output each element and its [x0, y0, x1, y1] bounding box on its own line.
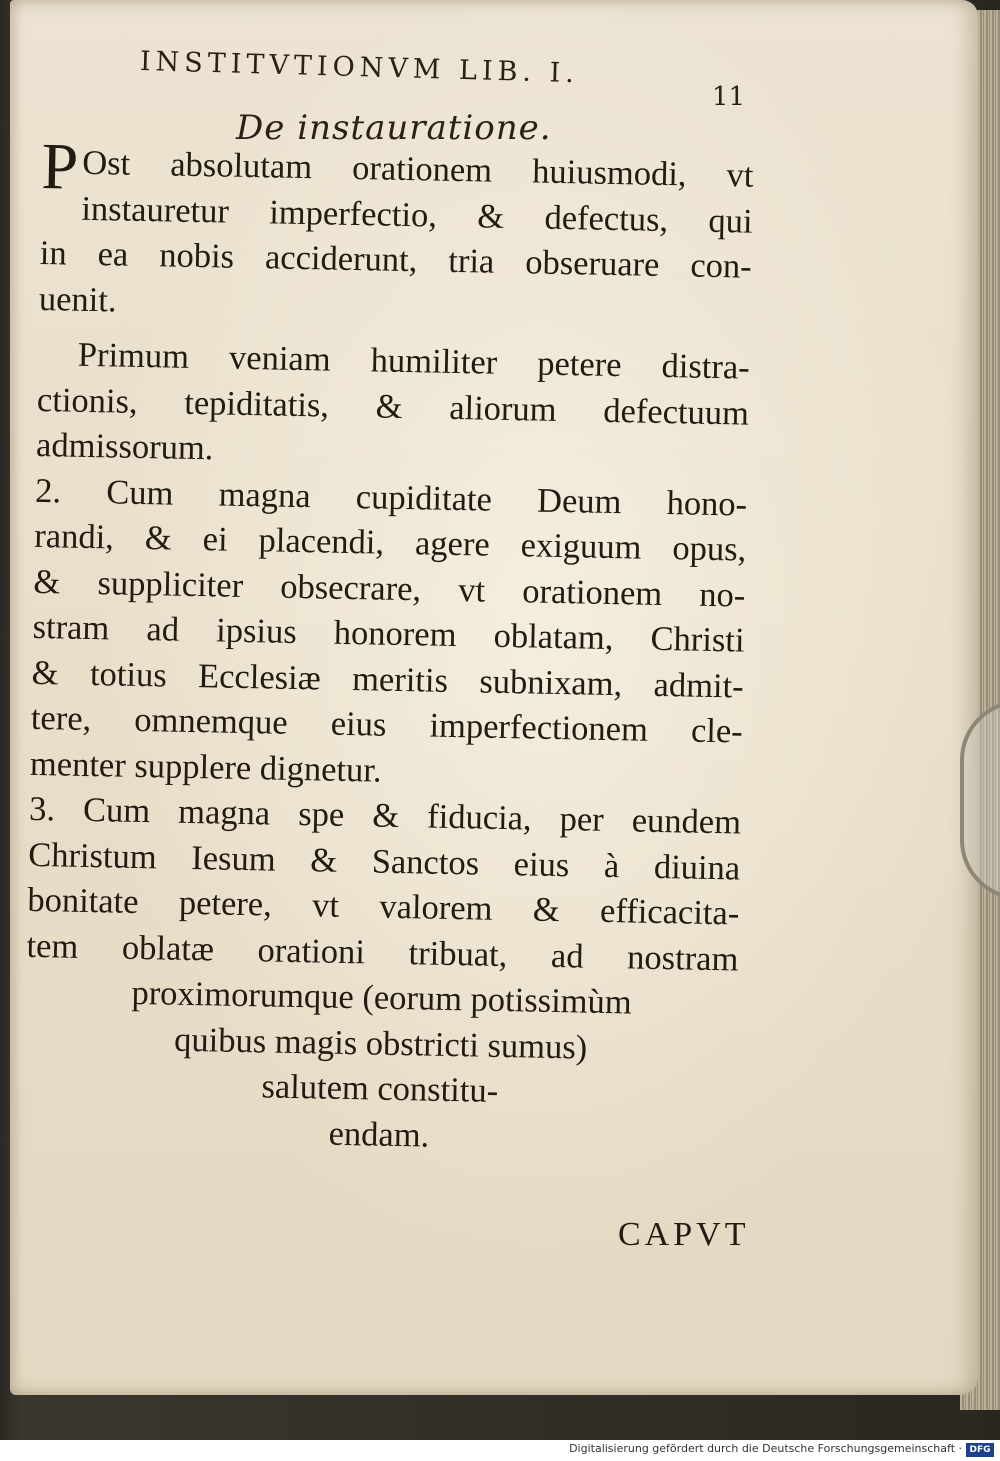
- text-line: salutem constitu-: [261, 1067, 499, 1110]
- paragraph-4: [26, 787, 741, 983]
- text-line: 3. Cum magna spe & fiducia, per eundem: [28, 789, 742, 842]
- text-line: stram ad ipsius honorem oblatam, Christi: [32, 607, 745, 660]
- text-line: ctionis, tepiditatis, & aliorum defectuum: [36, 380, 750, 433]
- page-number: 11: [712, 82, 746, 112]
- text-line: Christum Iesum & Sanctos eius à diuina: [27, 835, 741, 888]
- catchword: CAPVT: [618, 1216, 750, 1253]
- book-page: [10, 0, 978, 1395]
- text-line: menter supplere dignetur.: [29, 744, 382, 790]
- running-title: INSTITVTIONVM LIB. I.: [139, 46, 580, 90]
- text-line: endam.: [328, 1114, 430, 1155]
- text-line: randi, & ei placendi, agere exiguum opus,: [34, 516, 747, 569]
- text-line: tem oblatæ orationi tribuat, ad nostram: [26, 926, 739, 979]
- paragraph-2: [36, 332, 750, 482]
- text-line: uenit.: [38, 279, 117, 319]
- text-line: Ost absolutam orationem huiusmodi, vt: [81, 143, 754, 195]
- dfg-logo: DFG: [966, 1443, 994, 1457]
- text-line: quibus magis obstricti sumus): [173, 1020, 588, 1067]
- section-title: De instauratione.: [236, 108, 552, 148]
- text-line: instauretur imperfectio, & defectus, qui: [81, 189, 753, 241]
- text-line: bonitate petere, vt valorem & efficacita-: [27, 880, 740, 933]
- footer-credit: Digitalisierung gefördert durch die Deutsche Forschungsgemeinschaft ·: [569, 1442, 962, 1455]
- text-line: proximorumque (eorum potissimùm: [131, 973, 633, 1022]
- paragraph-1: [38, 130, 754, 336]
- paragraph-3: [30, 468, 748, 800]
- text-line: & totius Ecclesiæ meritis subnixam, admit-: [31, 653, 745, 706]
- text-line: admissorum.: [35, 425, 214, 468]
- drop-capital: P: [40, 130, 79, 204]
- running-head: [139, 46, 760, 112]
- text-line: & suppliciter obsecrare, vt orationem no-: [33, 562, 746, 615]
- text-line: 2. Cum magna cupiditate Deum hono-: [34, 471, 748, 524]
- text-line: Primum veniam humiliter petere distra-: [77, 335, 751, 387]
- text-line: tere, omnemque eius imperfectionem cle-: [30, 698, 744, 751]
- footer-bar: [0, 1440, 1000, 1461]
- body-text: [23, 130, 754, 1164]
- tapered-ending: [23, 969, 738, 1165]
- text-line: in ea nobis acciderunt, tria obseruare con-: [39, 233, 753, 286]
